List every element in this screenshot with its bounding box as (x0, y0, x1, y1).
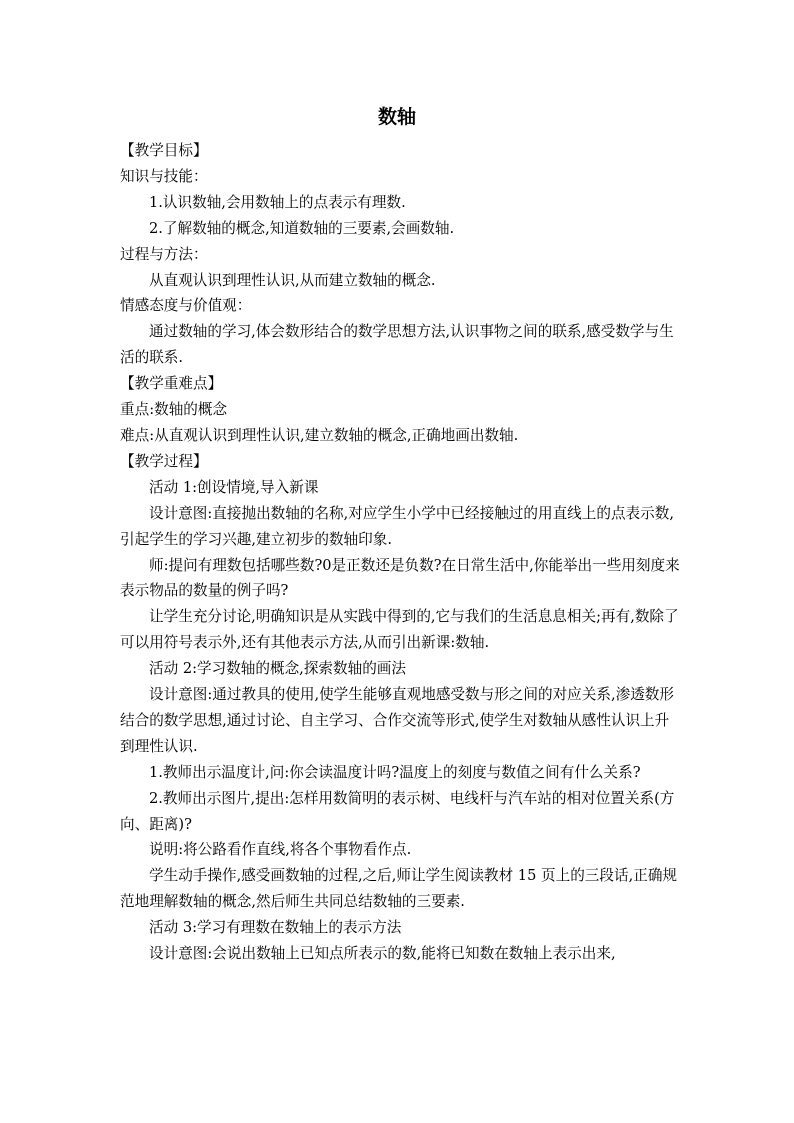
paragraph: 通过数轴的学习,体会数形结合的数学思想方法,认识事物之间的联系,感受数学与生活的联系. (120, 323, 674, 367)
paragraph: 难点:从直观认识到理性认识,建立数轴的概念,正确地画出数轴. (120, 426, 519, 444)
paragraph: 活动 2:学习数轴的概念,探索数轴的画法 (149, 660, 406, 678)
paragraph: 过程与方法： (120, 245, 208, 263)
paragraph: 设计意图:会说出数轴上已知点所表示的数,能将已知数在数轴上表示出来, (149, 945, 616, 963)
paragraph: 让学生充分讨论,明确知识是从实践中得到的,它与我们的生活息息相关;再有,数除了可以用符号表示外,还有其他表示方法,从而引出新课:数轴. (120, 608, 679, 652)
paragraph: 设计意图:通过教具的使用,使学生能够直观地感受数与形之间的对应关系,渗透数形结合的数学思想,通过讨论、自主学习、合作交流等形式,使学生对数轴从感性认识上升到理性认识. (120, 686, 674, 755)
paragraph: 设计意图:直接抛出数轴的名称,对应学生小学中已经接触过的用直线上的点表示数,引起学生的学习兴趣,建立初步的数轴印象. (120, 504, 674, 548)
paragraph: 重点:数轴的概念 (120, 401, 228, 419)
paragraph: 活动 1:创设情境,导入新课 (149, 478, 319, 496)
paragraph: 活动 3:学习有理数在数轴上的表示方法 (149, 919, 402, 937)
paragraph: 1.认识数轴,会用数轴上的点表示有理数. (149, 193, 406, 211)
paragraph: 2.教师出示图片,提出:怎样用数简明的表示树、电线杆与汽车站的相对位置关系(方向、距离)? (120, 789, 675, 833)
paragraph: 2.了解数轴的概念,知道数轴的三要素,会画数轴. (149, 219, 455, 237)
paragraph: 知识与技能： (120, 167, 208, 185)
paragraph: 情感态度与价值观： (120, 297, 252, 315)
paragraph: 从直观认识到理性认识,从而建立数轴的概念. (149, 271, 436, 289)
paragraph: 学生动手操作,感受画数轴的过程,之后,师让学生阅读教材 15 页上的三段话,正确规范地理解数轴的概念,然后师生共同总结数轴的三要素. (120, 867, 678, 911)
document-body (120, 138, 680, 967)
paragraph: 师:提问有理数包括哪些数?0是正数还是负数?在日常生活中,你能举出一些用刻度来表示物品的数量的例子吗? (120, 556, 680, 600)
paragraph: 1.教师出示温度计,问:你会读温度计吗?温度上的刻度与数值之间有什么关系? (149, 763, 641, 781)
paragraph: 【教学过程】 (120, 452, 208, 470)
paragraph: 说明:将公路看作直线,将各个事物看作点. (149, 841, 412, 859)
paragraph: 【教学目标】 (120, 142, 208, 159)
page-title: 数轴 (377, 106, 416, 128)
paragraph: 【教学重难点】 (120, 375, 223, 393)
